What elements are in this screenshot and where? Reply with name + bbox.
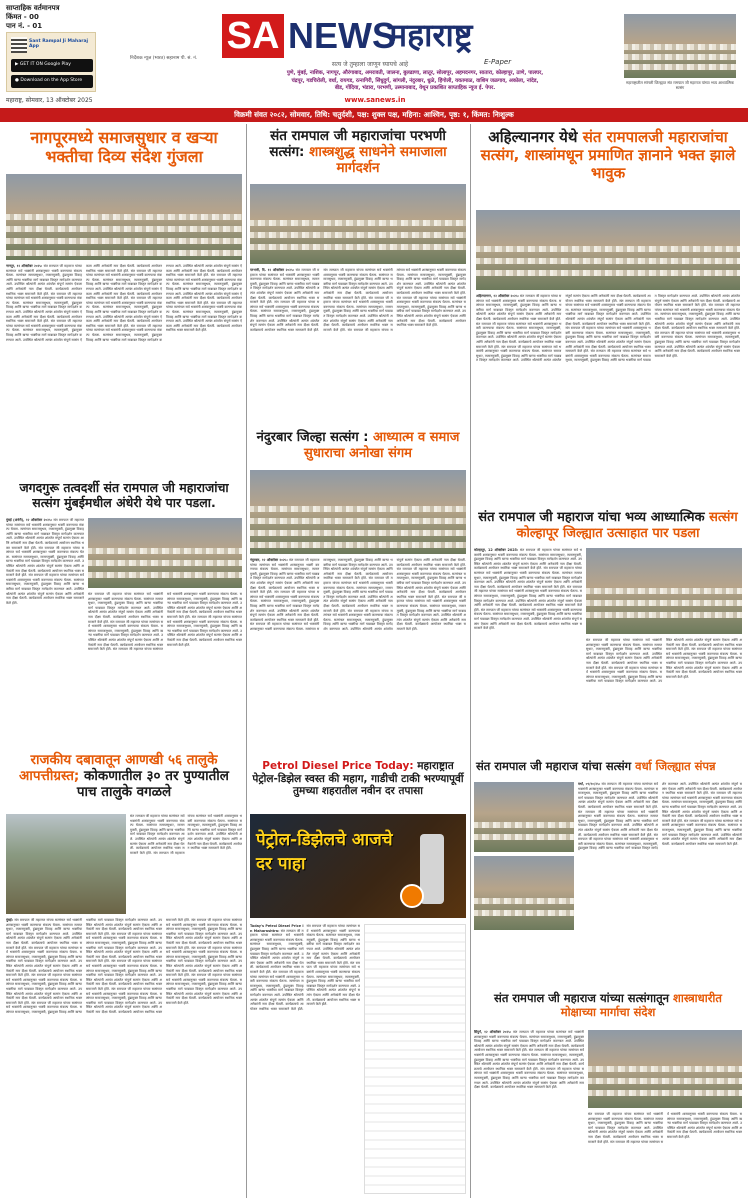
article-sindhudurg xyxy=(472,990,744,1198)
logo-marathi: महाराष्ट्र xyxy=(388,16,473,54)
article-ahilyanagar-title-2: संत रामपालजी महाराजांचा सत्संग, शास्त्रांमधून प्रमाणित ज्ञानाने भक्त झाले भावुक xyxy=(480,128,736,182)
article-sindhudurg-title-2: शास्त्राधारीत मोक्षाच्या मार्गाचा संदेश xyxy=(560,991,722,1019)
article-mumbai-dateline: मुंबई (अंधेरी), १२ ऑक्टोबर २०२५: xyxy=(6,518,53,522)
article-parbhani-body: परभणी, दि. १२ ऑक्टोबर २०२५: संत रामपाल जी महाराज यांच्या सत्संगात सर्व भक्तांनी शास्त्रानुसार भक्ती करण्याचा संकल्प घेतला. सत्संगात समाजसुधार, व्यसनमुक्ती, हुंडामुक्त विवाह आणि खऱ्या भक्तीचा मार्ग याबाबत विस्तृत मार्गदर्शन करण्यात आले. उपस्थित श्रोत्यांनी अत्यंत शांततेत संपूर्ण सत्संग ऐकला आणि अनेकांनी नाम दीक्षा घेतली. कार्यक्रमाचे आयोजन स्थानिक भक्त समाजाने केले होते. संत रामपाल जी महाराज यांच्या सत्संगात सर्व भक्तांनी शास्त्रानुसार भक्ती करण्याचा संकल्प घेतला. सत्संगात समाजसुधार, व्यसनमुक्ती, हुंडामुक्त विवाह आणि खऱ्या भक्तीचा मार्ग याबाबत विस्तृत मार्गदर्शन करण्यात आले. उपस्थित श्रोत्यांनी अत्यंत शांततेत संपूर्ण सत्संग ऐकला आणि अनेकांनी नाम दीक्षा घेतली. कार्यक्रमाचे आयोजन स्थानिक भक्त समाजाने केले होते. संत रामपाल जी महाराज यांच्या सत्संगात सर्व भक्तांनी शास्त्रानुसार भक्ती करण्याचा संकल्प घेतला. सत्संगात समाजसुधार, व्यसनमुक्ती, हुंडामुक्त विवाह आणि खऱ्या भक्तीचा मार्ग याबाबत विस्तृत मार्गदर्शन करण्यात आले. उपस्थित श्रोत्यांनी अत्यंत शांततेत संपूर्ण सत्संग ऐकला आणि अनेकांनी नाम दीक्षा घेतली. कार्यक्रमाचे आयोजन स्थानिक भक्त समाजाने केले होते. संत रामपाल जी महाराज यांच्या सत्संगात सर्व भक्तांनी शास्त्रानुसार भक्ती करण्याचा संकल्प घेतला. सत्संगात समाजसुधार, व्यसनमुक्ती, हुंडामुक्त विवाह आणि खऱ्या भक्तीचा मार्ग याबाबत विस्तृत मार्गदर्शन करण्यात आले. उपस्थित श्रोत्यांनी अत्यंत शांततेत संपूर्ण सत्संग ऐकला आणि अनेकांनी नाम दीक्षा घेतली. कार्यक्रमाचे आयोजन स्थानिक भक्त समाजाने केले होते. संत रामपाल जी महाराज यांच्या सत्संगात सर्व भक्तांनी शास्त्रानुसार भक्ती करण्याचा संकल्प घेतला. सत्संगात समाजसुधार, व्यसनमुक्ती, हुंडामुक्त विवाह आणि खऱ्या भक्तीचा मार्ग याबाबत विस्तृत मार्गदर्शन करण्यात आले. उपस्थित श्रोत्यांनी अत्यंत शांततेत संपूर्ण सत्संग ऐकला आणि अनेकांनी नाम दीक्षा घेतली. कार्यक्रमाचे आयोजन स्थानिक भक्त समाजाने केले होते. संत रामपाल जी महाराज यांच्या सत्संगात सर्व भक्तांनी शास्त्रानुसार भक्ती करण्याचा संकल्प घेतला. सत्संगात समाजसुधार, व्यसनमुक्ती, हुंडामुक्त विवाह आणि खऱ्या भक्तीचा मार्ग याबाबत विस्तृत मार्गदर्शन करण्यात आले. उपस्थित श्रोत्यांनी अत्यंत शांततेत संपूर्ण सत्संग ऐकला आणि अनेकांनी नाम दीक्षा घेतली. कार्यक्रमाचे आयोजन स्थानिक भक्त समाजाने केले होते. xyxy=(250,268,466,332)
article-wardha-body: वर्धा, ०९/१०/२५: संत रामपाल जी महाराज यांच्या सत्संगात सर्व भक्तांनी शास्त्रानुसार भक्ती करण्याचा संकल्प घेतला. सत्संगात समाजसुधार, व्यसनमुक्ती, हुंडामुक्त विवाह आणि खऱ्या भक्तीचा मार्ग याबाबत विस्तृत मार्गदर्शन करण्यात आले. उपस्थित श्रोत्यांनी अत्यंत शांततेत संपूर्ण सत्संग ऐकला आणि अनेकांनी नाम दीक्षा घेतली. कार्यक्रमाचे आयोजन स्थानिक भक्त समाजाने केले होते. संत रामपाल जी महाराज यांच्या सत्संगात सर्व भक्तांनी शास्त्रानुसार भक्ती करण्याचा संकल्प घेतला. सत्संगात समाजसुधार, व्यसनमुक्ती, हुंडामुक्त विवाह आणि खऱ्या भक्तीचा मार्ग याबाबत विस्तृत मार्गदर्शन करण्यात आले. उपस्थित श्रोत्यांनी अत्यंत शांततेत संपूर्ण सत्संग ऐकला आणि अनेकांनी नाम दीक्षा घेतली. कार्यक्रमाचे आयोजन स्थानिक भक्त समाजाने केले होते. संत रामपाल जी महाराज यांच्या सत्संगात सर्व भक्तांनी शास्त्रानुसार भक्ती करण्याचा संकल्प घेतला. सत्संगात समाजसुधार, व्यसनमुक्ती, हुंडामुक्त विवाह आणि खऱ्या भक्तीचा मार्ग याबाबत विस्तृत मार्गदर्शन करण्यात आले. उपस्थित श्रोत्यांनी अत्यंत शांततेत संपूर्ण सत्संग ऐकला आणि अनेकांनी नाम दीक्षा घेतली. कार्यक्रमाचे आयोजन स्थानिक भक्त समाजाने केले होते. संत रामपाल जी महाराज यांच्या सत्संगात सर्व भक्तांनी शास्त्रानुसार भक्ती करण्याचा संकल्प घेतला. सत्संगात समाजसुधार, व्यसनमुक्ती, हुंडामुक्त विवाह आणि खऱ्या भक्तीचा मार्ग याबाबत विस्तृत मार्गदर्शन करण्यात आले. उपस्थित श्रोत्यांनी अत्यंत शांततेत संपूर्ण सत्संग ऐकला आणि अनेकांनी नाम दीक्षा घेतली. कार्यक्रमाचे आयोजन स्थानिक भक्त समाजाने केले होते. संत रामपाल जी महाराज यांच्या सत्संगात सर्व भक्तांनी शास्त्रानुसार भक्ती करण्याचा संकल्प घेतला. सत्संगात समाजसुधार, व्यसनमुक्ती, हुंडामुक्त विवाह आणि खऱ्या भक्तीचा मार्ग याबाबत विस्तृत मार्गदर्शन करण्यात आले. उपस्थित श्रोत्यांनी अत्यंत शांततेत संपूर्ण सत्संग ऐकला आणि अनेकांनी नाम दीक्षा घेतली. कार्यक्रमाचे आयोजन स्थानिक भक्त समाजाने केले होते. xyxy=(578,782,742,851)
article-mumbai xyxy=(4,478,244,746)
article-talukas-title xyxy=(8,752,240,801)
article-wardha-title-2: वर्धा जिल्ह्यात संपन्न xyxy=(635,759,716,773)
samvat-text: विक्रमी संवत २०८२, सोमवार, तिथि: चतुर्दशी, पक्ष: शुक्ल पक्ष, महिना: आश्विन, पृष्ठ: १, किंमत: निःशुल्क xyxy=(234,110,514,119)
fuel-price-table xyxy=(364,924,466,1194)
article-sindhudurg-title-1: संत रामपाल जी महाराज यांच्या सत्संगातून xyxy=(494,991,670,1005)
epaper-label: E-Paper xyxy=(484,58,512,66)
article-nagpur-photo xyxy=(6,174,242,260)
article-petrol xyxy=(248,758,468,1198)
article-kolhapur-title-2: सत्संग कोल्हापूर जिल्ह्यात उत्साहात पार पडला xyxy=(516,510,738,541)
article-talukas-photo xyxy=(6,814,126,914)
article-talukas xyxy=(4,750,244,1198)
article-sindhudurg-body-left: सिंदुर्ग, १२ ऑक्टोबर २०२५: संत रामपाल जी महाराज यांच्या सत्संगात सर्व भक्तांनी शास्त्रानुसार भक्ती करण्याचा संकल्प घेतला. सत्संगात समाजसुधार, व्यसनमुक्ती, हुंडामुक्त विवाह आणि खऱ्या भक्तीचा मार्ग याबाबत विस्तृत मार्गदर्शन करण्यात आले. उपस्थित श्रोत्यांनी अत्यंत शांततेत संपूर्ण सत्संग ऐकला आणि अनेकांनी नाम दीक्षा घेतली. कार्यक्रमाचे आयोजन स्थानिक भक्त समाजाने केले होते. संत रामपाल जी महाराज यांच्या सत्संगात सर्व भक्तांनी शास्त्रानुसार भक्ती करण्याचा संकल्प घेतला. सत्संगात समाजसुधार, व्यसनमुक्ती, हुंडामुक्त विवाह आणि खऱ्या भक्तीचा मार्ग याबाबत विस्तृत मार्गदर्शन करण्यात आले. उपस्थित श्रोत्यांनी अत्यंत शांततेत संपूर्ण सत्संग ऐकला आणि अनेकांनी नाम दीक्षा घेतली. कार्यक्रमाचे आयोजन स्थानिक भक्त समाजाने केले होते. संत रामपाल जी महाराज यांच्या सत्संगात सर्व भक्तांनी शास्त्रानुसार भक्ती करण्याचा संकल्प घेतला. सत्संगात समाजसुधार, व्यसनमुक्ती, हुंडामुक्त विवाह आणि खऱ्या भक्तीचा मार्ग याबाबत विस्तृत मार्गदर्शन करण्यात आले. उपस्थित श्रोत्यांनी अत्यंत शांततेत संपूर्ण सत्संग ऐकला आणि अनेकांनी नाम दीक्षा घेतली. कार्यक्रमाचे आयोजन स्थानिक भक्त समाजाने केले होते. xyxy=(474,1030,584,1090)
article-kolhapur-title-1: संत रामपाल जी महाराज यांचा भव्य आध्यात्मिक xyxy=(478,510,705,525)
article-wardha-title-1: संत रामपाल जी महाराज यांचा सत्संग xyxy=(476,759,632,773)
tagline: सत्य जे तुम्हाला जाणून घ्यायचे आहे xyxy=(331,61,409,68)
top-right-caption: महाराष्ट्रातील सांगली जिल्ह्यात संत रामपाल जी महाराज यांच्या भव्य आध्यात्मिक सत्संग xyxy=(626,80,734,90)
article-ahilyanagar-photo xyxy=(476,210,740,290)
google-play-button[interactable] xyxy=(11,59,93,72)
article-nandurbar-title-2: आध्यात्म व समाज सुधाराचा अनोखा संगम xyxy=(304,430,460,461)
article-petrol-title-1: Petrol Diesel Price Today: xyxy=(262,760,414,772)
article-parbhani-photo xyxy=(250,184,466,264)
article-kolhapur-title xyxy=(476,510,740,541)
article-talukas-body-top: संत रामपाल जी महाराज यांच्या सत्संगात सर्व भक्तांनी शास्त्रानुसार भक्ती करण्याचा संकल्प घेतला. सत्संगात समाजसुधार, व्यसनमुक्ती, हुंडामुक्त विवाह आणि खऱ्या भक्तीचा मार्ग याबाबत विस्तृत मार्गदर्शन करण्यात आले. उपस्थित श्रोत्यांनी अत्यंत शांततेत संपूर्ण सत्संग ऐकला आणि अनेकांनी नाम दीक्षा घेतली. कार्यक्रमाचे आयोजन स्थानिक भक्त समाजाने केले होते. संत रामपाल जी महाराज यांच्या सत्संगात सर्व भक्तांनी शास्त्रानुसार भक्ती करण्याचा संकल्प घेतला. सत्संगात समाजसुधार, व्यसनमुक्ती, हुंडामुक्त विवाह आणि खऱ्या भक्तीचा मार्ग याबाबत विस्तृत मार्गदर्शन करण्यात आले. उपस्थित श्रोत्यांनी अत्यंत शांततेत संपूर्ण सत्संग ऐकला आणि अनेकांनी नाम दीक्षा घेतली. कार्यक्रमाचे आयोजन स्थानिक भक्त समाजाने केले होते. xyxy=(130,814,242,855)
article-nagpur-body: नागपूर, १२ ऑक्टोबर २०२५: संत रामपाल जी महाराज यांच्या सत्संगात सर्व भक्तांनी शास्त्रानुसार भक्ती करण्याचा संकल्प घेतला. सत्संगात समाजसुधार, व्यसनमुक्ती, हुंडामुक्त विवाह आणि खऱ्या भक्तीचा मार्ग याबाबत विस्तृत मार्गदर्शन करण्यात आले. उपस्थित श्रोत्यांनी अत्यंत शांततेत संपूर्ण सत्संग ऐकला आणि अनेकांनी नाम दीक्षा घेतली. कार्यक्रमाचे आयोजन स्थानिक भक्त समाजाने केले होते. संत रामपाल जी महाराज यांच्या सत्संगात सर्व भक्तांनी शास्त्रानुसार भक्ती करण्याचा संकल्प घेतला. सत्संगात समाजसुधार, व्यसनमुक्ती, हुंडामुक्त विवाह आणि खऱ्या भक्तीचा मार्ग याबाबत विस्तृत मार्गदर्शन करण्यात आले. उपस्थित श्रोत्यांनी अत्यंत शांततेत संपूर्ण सत्संग ऐकला आणि अनेकांनी नाम दीक्षा घेतली. कार्यक्रमाचे आयोजन स्थानिक भक्त समाजाने केले होते. संत रामपाल जी महाराज यांच्या सत्संगात सर्व भक्तांनी शास्त्रानुसार भक्ती करण्याचा संकल्प घेतला. सत्संगात समाजसुधार, व्यसनमुक्ती, हुंडामुक्त विवाह आणि खऱ्या भक्तीचा मार्ग याबाबत विस्तृत मार्गदर्शन करण्यात आले. उपस्थित श्रोत्यांनी अत्यंत शांततेत संपूर्ण सत्संग ऐकला आणि अनेकांनी नाम दीक्षा घेतली. कार्यक्रमाचे आयोजन स्थानिक भक्त समाजाने केले होते. संत रामपाल जी महाराज यांच्या सत्संगात सर्व भक्तांनी शास्त्रानुसार भक्ती करण्याचा संकल्प घेतला. सत्संगात समाजसुधार, व्यसनमुक्ती, हुंडामुक्त विवाह आणि खऱ्या भक्तीचा मार्ग याबाबत विस्तृत मार्गदर्शन करण्यात आले. उपस्थित श्रोत्यांनी अत्यंत शांततेत संपूर्ण सत्संग ऐकला आणि अनेकांनी नाम दीक्षा घेतली. कार्यक्रमाचे आयोजन स्थानिक भक्त समाजाने केले होते. संत रामपाल जी महाराज यांच्या सत्संगात सर्व भक्तांनी शास्त्रानुसार भक्ती करण्याचा संकल्प घेतला. सत्संगात समाजसुधार, व्यसनमुक्ती, हुंडामुक्त विवाह आणि खऱ्या भक्तीचा मार्ग याबाबत विस्तृत मार्गदर्शन करण्यात आले. उपस्थित श्रोत्यांनी अत्यंत शांततेत संपूर्ण सत्संग ऐकला आणि अनेकांनी नाम दीक्षा घेतली. कार्यक्रमाचे आयोजन स्थानिक भक्त समाजाने केले होते. संत रामपाल जी महाराज यांच्या सत्संगात सर्व भक्तांनी शास्त्रानुसार भक्ती करण्याचा संकल्प घेतला. सत्संगात समाजसुधार, व्यसनमुक्ती, हुंडामुक्त विवाह आणि खऱ्या भक्तीचा मार्ग याबाबत विस्तृत मार्गदर्शन करण्यात आले. उपस्थित श्रोत्यांनी अत्यंत शांततेत संपूर्ण सत्संग ऐकला आणि अनेकांनी नाम दीक्षा घेतली. कार्यक्रमाचे आयोजन स्थानिक भक्त समाजाने केले होते. संत रामपाल जी महाराज यांच्या सत्संगात सर्व भक्तांनी शास्त्रानुसार भक्ती करण्याचा संकल्प घेतला. सत्संगात समाजसुधार, व्यसनमुक्ती, हुंडामुक्त विवाह आणि खऱ्या भक्तीचा मार्ग याबाबत विस्तृत मार्गदर्शन करण्यात आले. उपस्थित श्रोत्यांनी अत्यंत शांततेत संपूर्ण सत्संग ऐकला आणि अनेकांनी नाम दीक्षा घेतली. कार्यक्रमाचे आयोजन स्थानिक भक्त समाजाने केले होते. संत रामपाल जी महाराज यांच्या सत्संगात सर्व भक्तांनी शास्त्रानुसार भक्ती करण्याचा संकल्प घेतला. सत्संगात समाजसुधार, व्यसनमुक्ती, हुंडामुक्त विवाह आणि खऱ्या भक्तीचा मार्ग याबाबत विस्तृत मार्गदर्शन करण्यात आले. उपस्थित श्रोत्यांनी अत्यंत शांततेत संपूर्ण सत्संग ऐकला आणि अनेकांनी नाम दीक्षा घेतली. कार्यक्रमाचे आयोजन स्थानिक भक्त समाजाने केले होते. xyxy=(6,264,242,342)
samvat-bar xyxy=(0,108,748,122)
cities-line-3: बीड, गोंदिया, भंडारा, परभणी, उस्मानाबाद, येथून प्रकाशित साप्ताहिक न्यूज ई. पेपर. xyxy=(334,85,496,92)
masthead xyxy=(0,0,748,108)
article-parbhani-dateline: परभणी, दि. १२ ऑक्टोबर २०२५: xyxy=(250,268,295,272)
article-nandurbar xyxy=(248,426,468,756)
article-wardha-photo-2 xyxy=(474,856,574,930)
google-play-label: GET IT ON Google Play xyxy=(19,62,71,67)
masthead-page-label: पान नं. - 01 xyxy=(6,22,43,30)
article-parbhani-title-1: संत रामपाल जी महाराजांचा परभणी सत्संग: xyxy=(269,128,446,161)
article-talukas-body: मुंबई: संत रामपाल जी महाराज यांच्या सत्संगात सर्व भक्तांनी शास्त्रानुसार भक्ती करण्याचा संकल्प घेतला. सत्संगात समाजसुधार, व्यसनमुक्ती, हुंडामुक्त विवाह आणि खऱ्या भक्तीचा मार्ग याबाबत विस्तृत मार्गदर्शन करण्यात आले. उपस्थित श्रोत्यांनी अत्यंत शांततेत संपूर्ण सत्संग ऐकला आणि अनेकांनी नाम दीक्षा घेतली. कार्यक्रमाचे आयोजन स्थानिक भक्त समाजाने केले होते. संत रामपाल जी महाराज यांच्या सत्संगात सर्व भक्तांनी शास्त्रानुसार भक्ती करण्याचा संकल्प घेतला. सत्संगात समाजसुधार, व्यसनमुक्ती, हुंडामुक्त विवाह आणि खऱ्या भक्तीचा मार्ग याबाबत विस्तृत मार्गदर्शन करण्यात आले. उपस्थित श्रोत्यांनी अत्यंत शांततेत संपूर्ण सत्संग ऐकला आणि अनेकांनी नाम दीक्षा घेतली. कार्यक्रमाचे आयोजन स्थानिक भक्त समाजाने केले होते. संत रामपाल जी महाराज यांच्या सत्संगात सर्व भक्तांनी शास्त्रानुसार भक्ती करण्याचा संकल्प घेतला. सत्संगात समाजसुधार, व्यसनमुक्ती, हुंडामुक्त विवाह आणि खऱ्या भक्तीचा मार्ग याबाबत विस्तृत मार्गदर्शन करण्यात आले. उपस्थित श्रोत्यांनी अत्यंत शांततेत संपूर्ण सत्संग ऐकला आणि अनेकांनी नाम दीक्षा घेतली. कार्यक्रमाचे आयोजन स्थानिक भक्त समाजाने केले होते. संत रामपाल जी महाराज यांच्या सत्संगात सर्व भक्तांनी शास्त्रानुसार भक्ती करण्याचा संकल्प घेतला. सत्संगात समाजसुधार, व्यसनमुक्ती, हुंडामुक्त विवाह आणि खऱ्या भक्तीचा मार्ग याबाबत विस्तृत मार्गदर्शन करण्यात आले. उपस्थित श्रोत्यांनी अत्यंत शांततेत संपूर्ण सत्संग ऐकला आणि अनेकांनी नाम दीक्षा घेतली. कार्यक्रमाचे आयोजन स्थानिक भक्त समाजाने केले होते. संत रामपाल जी महाराज यांच्या सत्संगात सर्व भक्तांनी शास्त्रानुसार भक्ती करण्याचा संकल्प घेतला. सत्संगात समाजसुधार, व्यसनमुक्ती, हुंडामुक्त विवाह आणि खऱ्या भक्तीचा मार्ग याबाबत विस्तृत मार्गदर्शन करण्यात आले. उपस्थित श्रोत्यांनी अत्यंत शांततेत संपूर्ण सत्संग ऐकला आणि अनेकांनी नाम दीक्षा घेतली. कार्यक्रमाचे आयोजन स्थानिक भक्त समाजाने केले होते. संत रामपाल जी महाराज यांच्या सत्संगात सर्व भक्तांनी शास्त्रानुसार भक्ती करण्याचा संकल्प घेतला. सत्संगात समाजसुधार, व्यसनमुक्ती, हुंडामुक्त विवाह आणि खऱ्या भक्तीचा मार्ग याबाबत विस्तृत मार्गदर्शन करण्यात आले. उपस्थित श्रोत्यांनी अत्यंत शांततेत संपूर्ण सत्संग ऐकला आणि अनेकांनी नाम दीक्षा घेतली. कार्यक्रमाचे आयोजन स्थानिक भक्त समाजाने केले होते. संत रामपाल जी महाराज यांच्या सत्संगात सर्व भक्तांनी शास्त्रानुसार भक्ती करण्याचा संकल्प घेतला. सत्संगात समाजसुधार, व्यसनमुक्ती, हुंडामुक्त विवाह आणि खऱ्या भक्तीचा मार्ग याबाबत विस्तृत मार्गदर्शन करण्यात आले. उपस्थित श्रोत्यांनी अत्यंत शांततेत संपूर्ण सत्संग ऐकला आणि अनेकांनी नाम दीक्षा घेतली. कार्यक्रमाचे आयोजन स्थानिक भक्त समाजाने केले होते. संत रामपाल जी महाराज यांच्या सत्संगात सर्व भक्तांनी शास्त्रानुसार भक्ती करण्याचा संकल्प घेतला. सत्संगात समाजसुधार, व्यसनमुक्ती, हुंडामुक्त विवाह आणि खऱ्या भक्तीचा मार्ग याबाबत विस्तृत मार्गदर्शन करण्यात आले. उपस्थित श्रोत्यांनी अत्यंत शांततेत संपूर्ण सत्संग ऐकला आणि अनेकांनी नाम दीक्षा घेतली. कार्यक्रमाचे आयोजन स्थानिक भक्त समाजाने केले होते. संत रामपाल जी महाराज यांच्या सत्संगात सर्व भक्तांनी शास्त्रानुसार भक्ती करण्याचा संकल्प घेतला. सत्संगात समाजसुधार, व्यसनमुक्ती, हुंडामुक्त विवाह आणि खऱ्या भक्तीचा मार्ग याबाबत विस्तृत मार्गदर्शन करण्यात आले. उपस्थित श्रोत्यांनी अत्यंत शांततेत संपूर्ण सत्संग ऐकला आणि अनेकांनी नाम दीक्षा घेतली. कार्यक्रमाचे आयोजन स्थानिक भक्त समाजाने केले होते. संत रामपाल जी महाराज यांच्या सत्संगात सर्व भक्तांनी शास्त्रानुसार भक्ती करण्याचा संकल्प घेतला. सत्संगात समाजसुधार, व्यसनमुक्ती, हुंडामुक्त विवाह आणि खऱ्या भक्तीचा मार्ग याबाबत विस्तृत मार्गदर्शन करण्यात आले. उपस्थित श्रोत्यांनी अत्यंत शांततेत संपूर्ण सत्संग ऐकला आणि अनेकांनी नाम दीक्षा घेतली. कार्यक्रमाचे आयोजन स्थानिक भक्त समाजाने केले होते. xyxy=(6,918,242,1014)
cities-line-2: चंद्रपूर, गडचिरोली, वर्धा, रायगड, रत्नागिरी, सिंधुदुर्ग, सांगली, नंदुरबार, धुळे, हिंगोली, यवतमाळ, वाशिम जळगाव, अकोला, नांदेड, xyxy=(291,77,539,84)
petrol-banner-image xyxy=(250,814,466,918)
article-petrol-title xyxy=(252,760,464,798)
cities-line-1: पुणे, मुंबई, नाशिक, नागपूर, औरंगाबाद, अमरावती, जालना, बुलढाणा, लातूर, सोलापूर, अहमदनगर, सातारा, कोल्हापूर, ठाणे, पालघर, xyxy=(286,70,544,76)
petrol-banner-text: पेट्रोल-डिझेलचे आजचे दर पाहा xyxy=(256,830,393,874)
article-nagpur xyxy=(4,124,244,476)
article-nagpur-dateline: नागपूर, १२ ऑक्टोबर २०२५: xyxy=(6,264,43,268)
indianoil-logo-icon xyxy=(400,884,424,908)
article-nandurbar-dateline: नंदुरबार, १२ ऑक्टोबर २०२५: xyxy=(250,558,288,562)
article-wardha-dateline: वर्धा, ०९/१०/२५: xyxy=(578,782,601,786)
date-line: महाराष्ट्र, सोमवार, 13 ऑक्टोबर 2025 xyxy=(6,97,93,104)
article-sindhudurg-body-right: संत रामपाल जी महाराज यांच्या सत्संगात सर्व भक्तांनी शास्त्रानुसार भक्ती करण्याचा संकल्प घेतला. सत्संगात समाजसुधार, व्यसनमुक्ती, हुंडामुक्त विवाह आणि खऱ्या भक्तीचा मार्ग याबाबत विस्तृत मार्गदर्शन करण्यात आले. उपस्थित श्रोत्यांनी अत्यंत शांततेत संपूर्ण सत्संग ऐकला आणि अनेकांनी नाम दीक्षा घेतली. कार्यक्रमाचे आयोजन स्थानिक भक्त समाजाने केले होते. संत रामपाल जी महाराज यांच्या सत्संगात सर्व भक्तांनी शास्त्रानुसार भक्ती करण्याचा संकल्प घेतला. सत्संगात समाजसुधार, व्यसनमुक्ती, हुंडामुक्त विवाह आणि खऱ्या भक्तीचा मार्ग याबाबत विस्तृत मार्गदर्शन करण्यात आले. उपस्थित श्रोत्यांनी अत्यंत शांततेत संपूर्ण सत्संग ऐकला आणि अनेकांनी नाम दीक्षा घेतली. कार्यक्रमाचे आयोजन स्थानिक भक्त समाजाने केले होते. xyxy=(588,1112,742,1144)
app-store-label: Download on the App Store xyxy=(20,78,83,83)
article-nagpur-title: नागपूरमध्ये समाजसुधार व खऱ्या भक्तीचा दिव्य संदेश गुंजला xyxy=(30,128,218,167)
article-ahilyanagar xyxy=(472,124,744,504)
article-parbhani-title xyxy=(252,128,464,177)
article-sindhudurg-title xyxy=(476,992,740,1020)
top-right-photo xyxy=(624,14,736,78)
article-kolhapur-photo xyxy=(586,548,742,634)
article-ahilyanagar-body: अहिल्यानगर, १२ ऑक्टोबर २०२५: संत रामपाल जी महाराज यांच्या सत्संगात सर्व भक्तांनी शास्त्रानुसार भक्ती करण्याचा संकल्प घेतला. सत्संगात समाजसुधार, व्यसनमुक्ती, हुंडामुक्त विवाह आणि खऱ्या भक्तीचा मार्ग याबाबत विस्तृत मार्गदर्शन करण्यात आले. उपस्थित श्रोत्यांनी अत्यंत शांततेत संपूर्ण सत्संग ऐकला आणि अनेकांनी नाम दीक्षा घेतली. कार्यक्रमाचे आयोजन स्थानिक भक्त समाजाने केले होते. संत रामपाल जी महाराज यांच्या सत्संगात सर्व भक्तांनी शास्त्रानुसार भक्ती करण्याचा संकल्प घेतला. सत्संगात समाजसुधार, व्यसनमुक्ती, हुंडामुक्त विवाह आणि खऱ्या भक्तीचा मार्ग याबाबत विस्तृत मार्गदर्शन करण्यात आले. उपस्थित श्रोत्यांनी अत्यंत शांततेत संपूर्ण सत्संग ऐकला आणि अनेकांनी नाम दीक्षा घेतली. कार्यक्रमाचे आयोजन स्थानिक भक्त समाजाने केले होते. संत रामपाल जी महाराज यांच्या सत्संगात सर्व भक्तांनी शास्त्रानुसार भक्ती करण्याचा संकल्प घेतला. सत्संगात समाजसुधार, व्यसनमुक्ती, हुंडामुक्त विवाह आणि खऱ्या भक्तीचा मार्ग याबाबत विस्तृत मार्गदर्शन करण्यात आले. उपस्थित श्रोत्यांनी अत्यंत शांततेत संपूर्ण सत्संग ऐकला आणि अनेकांनी नाम दीक्षा घेतली. कार्यक्रमाचे आयोजन स्थानिक भक्त समाजाने केले होते. संत रामपाल जी महाराज यांच्या सत्संगात सर्व भक्तांनी शास्त्रानुसार भक्ती करण्याचा संकल्प घेतला. सत्संगात समाजसुधार, व्यसनमुक्ती, हुंडामुक्त विवाह आणि खऱ्या भक्तीचा मार्ग याबाबत विस्तृत मार्गदर्शन करण्यात आले. उपस्थित श्रोत्यांनी अत्यंत शांततेत संपूर्ण सत्संग ऐकला आणि अनेकांनी नाम दीक्षा घेतली. कार्यक्रमाचे आयोजन स्थानिक भक्त समाजाने केले होते. संत रामपाल जी महाराज यांच्या सत्संगात सर्व भक्तांनी शास्त्रानुसार भक्ती करण्याचा संकल्प घेतला. सत्संगात समाजसुधार, व्यसनमुक्ती, हुंडामुक्त विवाह आणि खऱ्या भक्तीचा मार्ग याबाबत विस्तृत मार्गदर्शन करण्यात आले. उपस्थित श्रोत्यांनी अत्यंत शांततेत संपूर्ण सत्संग ऐकला आणि अनेकांनी नाम दीक्षा घेतली. कार्यक्रमाचे आयोजन स्थानिक भक्त समाजाने केले होते. संत रामपाल जी महाराज यांच्या सत्संगात सर्व भक्तांनी शास्त्रानुसार भक्ती करण्याचा संकल्प घेतला. सत्संगात समाजसुधार, व्यसनमुक्ती, हुंडामुक्त विवाह आणि खऱ्या भक्तीचा मार्ग याबाबत विस्तृत मार्गदर्शन करण्यात आले. उपस्थित श्रोत्यांनी अत्यंत शांततेत संपूर्ण सत्संग ऐकला आणि अनेकांनी नाम दीक्षा घेतली. कार्यक्रमाचे आयोजन स्थानिक भक्त समाजाने केले होते. संत रामपाल जी महाराज यांच्या सत्संगात सर्व भक्तांनी शास्त्रानुसार भक्ती करण्याचा संकल्प घेतला. सत्संगात समाजसुधार, व्यसनमुक्ती, हुंडामुक्त विवाह आणि खऱ्या भक्तीचा मार्ग याबाबत विस्तृत मार्गदर्शन करण्यात आले. उपस्थित श्रोत्यांनी अत्यंत शांततेत संपूर्ण सत्संग ऐकला आणि अनेकांनी नाम दीक्षा घेतली. कार्यक्रमाचे आयोजन स्थानिक भक्त समाजाने केले होते. संत रामपाल जी महाराज यांच्या सत्संगात सर्व भक्तांनी शास्त्रानुसार भक्ती करण्याचा संकल्प घेतला. सत्संगात समाजसुधार, व्यसनमुक्ती, हुंडामुक्त विवाह आणि खऱ्या भक्तीचा मार्ग याबाबत विस्तृत मार्गदर्शन करण्यात आले. उपस्थित श्रोत्यांनी अत्यंत शांततेत संपूर्ण सत्संग ऐकला आणि अनेकांनी नाम दीक्षा घेतली. कार्यक्रमाचे आयोजन स्थानिक भक्त समाजाने केले होते. xyxy=(476,294,740,363)
article-parbhani-title-2: शास्त्रशुद्ध साधनेने समाजाला मार्गदर्शन xyxy=(309,144,447,177)
masthead-price-label: किंमत - 00 xyxy=(6,13,39,21)
article-petrol-body: Today's Petrol Diesel Price in Maharashtra: संत रामपाल जी महाराज यांच्या सत्संगात सर्व भक्तांनी शास्त्रानुसार भक्ती करण्याचा संकल्प घेतला. सत्संगात समाजसुधार, व्यसनमुक्ती, हुंडामुक्त विवाह आणि खऱ्या भक्तीचा मार्ग याबाबत विस्तृत मार्गदर्शन करण्यात आले. उपस्थित श्रोत्यांनी अत्यंत शांततेत संपूर्ण सत्संग ऐकला आणि अनेकांनी नाम दीक्षा घेतली. कार्यक्रमाचे आयोजन स्थानिक भक्त समाजाने केले होते. संत रामपाल जी महाराज यांच्या सत्संगात सर्व भक्तांनी शास्त्रानुसार भक्ती करण्याचा संकल्प घेतला. सत्संगात समाजसुधार, व्यसनमुक्ती, हुंडामुक्त विवाह आणि खऱ्या भक्तीचा मार्ग याबाबत विस्तृत मार्गदर्शन करण्यात आले. उपस्थित श्रोत्यांनी अत्यंत शांततेत संपूर्ण सत्संग ऐकला आणि अनेकांनी नाम दीक्षा घेतली. कार्यक्रमाचे आयोजन स्थानिक भक्त समाजाने केले होते. संत रामपाल जी महाराज यांच्या सत्संगात सर्व भक्तांनी शास्त्रानुसार भक्ती करण्याचा संकल्प घेतला. सत्संगात समाजसुधार, व्यसनमुक्ती, हुंडामुक्त विवाह आणि खऱ्या भक्तीचा मार्ग याबाबत विस्तृत मार्गदर्शन करण्यात आले. उपस्थित श्रोत्यांनी अत्यंत शांततेत संपूर्ण सत्संग ऐकला आणि अनेकांनी नाम दीक्षा घेतली. कार्यक्रमाचे आयोजन स्थानिक भक्त समाजाने केले होते. संत रामपाल जी महाराज यांच्या सत्संगात सर्व भक्तांनी शास्त्रानुसार भक्ती करण्याचा संकल्प घेतला. सत्संगात समाजसुधार, व्यसनमुक्ती, हुंडामुक्त विवाह आणि खऱ्या भक्तीचा मार्ग याबाबत विस्तृत मार्गदर्शन करण्यात आले. उपस्थित श्रोत्यांनी अत्यंत शांततेत संपूर्ण सत्संग ऐकला आणि अनेकांनी नाम दीक्षा घेतली. कार्यक्रमाचे आयोजन स्थानिक भक्त समाजाने केले होते. xyxy=(250,924,360,1011)
logo-sa: SA xyxy=(222,14,284,58)
article-mumbai-body-left: मुंबई (अंधेरी), १२ ऑक्टोबर २०२५: संत रामपाल जी महाराज यांच्या सत्संगात सर्व भक्तांनी शास्त्रानुसार भक्ती करण्याचा संकल्प घेतला. सत्संगात समाजसुधार, व्यसनमुक्ती, हुंडामुक्त विवाह आणि खऱ्या भक्तीचा मार्ग याबाबत विस्तृत मार्गदर्शन करण्यात आले. उपस्थित श्रोत्यांनी अत्यंत शांततेत संपूर्ण सत्संग ऐकला आणि अनेकांनी नाम दीक्षा घेतली. कार्यक्रमाचे आयोजन स्थानिक भक्त समाजाने केले होते. संत रामपाल जी महाराज यांच्या सत्संगात सर्व भक्तांनी शास्त्रानुसार भक्ती करण्याचा संकल्प घेतला. सत्संगात समाजसुधार, व्यसनमुक्ती, हुंडामुक्त विवाह आणि खऱ्या भक्तीचा मार्ग याबाबत विस्तृत मार्गदर्शन करण्यात आले. उपस्थित श्रोत्यांनी अत्यंत शांततेत संपूर्ण सत्संग ऐकला आणि अनेकांनी नाम दीक्षा घेतली. कार्यक्रमाचे आयोजन स्थानिक भक्त समाजाने केले होते. संत रामपाल जी महाराज यांच्या सत्संगात सर्व भक्तांनी शास्त्रानुसार भक्ती करण्याचा संकल्प घेतला. सत्संगात समाजसुधार, व्यसनमुक्ती, हुंडामुक्त विवाह आणि खऱ्या भक्तीचा मार्ग याबाबत विस्तृत मार्गदर्शन करण्यात आले. उपस्थित श्रोत्यांनी अत्यंत शांततेत संपूर्ण सत्संग ऐकला आणि अनेकांनी नाम दीक्षा घेतली. कार्यक्रमाचे आयोजन स्थानिक भक्त समाजाने केले होते. xyxy=(6,518,84,605)
article-petrol-dateline: Today's Petrol Diesel Price in Maharashtra: xyxy=(250,924,304,933)
apple-icon: ● xyxy=(15,78,21,83)
article-talukas-title-2: आपत्तीग्रस्त; xyxy=(19,768,80,785)
article-wardha-photo-1 xyxy=(474,782,574,852)
article-talukas-title-3: कोकणातील ३० तर पुण्यातील पाच तालुके वगळले xyxy=(76,768,229,801)
article-sindhudurg-dateline: सिंदुर्ग, १२ ऑक्टोबर २०२५: xyxy=(474,1030,512,1034)
article-nandurbar-title-1: नंदुरबार जिल्हा सत्संग : xyxy=(256,430,369,445)
article-ahilyanagar-dateline: अहिल्यानगर, १२ ऑक्टोबर २०२५: xyxy=(476,294,519,298)
article-kolhapur xyxy=(472,508,744,756)
registration-text: निर्देशक न्यूज (भारत) सहानाम पी. सं. नं. xyxy=(130,56,198,61)
cities-list xyxy=(208,70,622,93)
app-qr-icon xyxy=(11,37,27,53)
article-wardha xyxy=(472,758,744,988)
logo xyxy=(222,14,522,58)
article-parbhani xyxy=(248,124,468,424)
article-ahilyanagar-title-1: अहिल्यानगर येथे xyxy=(488,128,578,146)
app-name: Sant Rampal Ji Maharaj App xyxy=(29,39,89,49)
article-kolhapur-dateline: कोल्हापूर, 12 ऑक्टोबर 2025: xyxy=(474,548,519,552)
article-kolhapur-body-left: कोल्हापूर, 12 ऑक्टोबर 2025: संत रामपाल जी महाराज यांच्या सत्संगात सर्व भक्तांनी शास्त्रानुसार भक्ती करण्याचा संकल्प घेतला. सत्संगात समाजसुधार, व्यसनमुक्ती, हुंडामुक्त विवाह आणि खऱ्या भक्तीचा मार्ग याबाबत विस्तृत मार्गदर्शन करण्यात आले. उपस्थित श्रोत्यांनी अत्यंत शांततेत संपूर्ण सत्संग ऐकला आणि अनेकांनी नाम दीक्षा घेतली. कार्यक्रमाचे आयोजन स्थानिक भक्त समाजाने केले होते. संत रामपाल जी महाराज यांच्या सत्संगात सर्व भक्तांनी शास्त्रानुसार भक्ती करण्याचा संकल्प घेतला. सत्संगात समाजसुधार, व्यसनमुक्ती, हुंडामुक्त विवाह आणि खऱ्या भक्तीचा मार्ग याबाबत विस्तृत मार्गदर्शन करण्यात आले. उपस्थित श्रोत्यांनी अत्यंत शांततेत संपूर्ण सत्संग ऐकला आणि अनेकांनी नाम दीक्षा घेतली. कार्यक्रमाचे आयोजन स्थानिक भक्त समाजाने केले होते. संत रामपाल जी महाराज यांच्या सत्संगात सर्व भक्तांनी शास्त्रानुसार भक्ती करण्याचा संकल्प घेतला. सत्संगात समाजसुधार, व्यसनमुक्ती, हुंडामुक्त विवाह आणि खऱ्या भक्तीचा मार्ग याबाबत विस्तृत मार्गदर्शन करण्यात आले. उपस्थित श्रोत्यांनी अत्यंत शांततेत संपूर्ण सत्संग ऐकला आणि अनेकांनी नाम दीक्षा घेतली. कार्यक्रमाचे आयोजन स्थानिक भक्त समाजाने केले होते. संत रामपाल जी महाराज यांच्या सत्संगात सर्व भक्तांनी शास्त्रानुसार भक्ती करण्याचा संकल्प घेतला. सत्संगात समाजसुधार, व्यसनमुक्ती, हुंडामुक्त विवाह आणि खऱ्या भक्तीचा मार्ग याबाबत विस्तृत मार्गदर्शन करण्यात आले. उपस्थित श्रोत्यांनी अत्यंत शांततेत संपूर्ण सत्संग ऐकला आणि अनेकांनी नाम दीक्षा घेतली. कार्यक्रमाचे आयोजन स्थानिक भक्त समाजाने केले होते. xyxy=(474,548,582,631)
play-icon: ▶ xyxy=(15,62,20,67)
masthead-left-info xyxy=(6,4,116,31)
article-mumbai-photo xyxy=(88,518,242,588)
article-petrol-title-2: महाराष्ट्रात पेट्रोल-डिझेल स्वस्त की महाग, गाडीची टाकी भरण्यापूर्वी तुमच्या शहरातील नवीन दर तपासा xyxy=(252,760,464,798)
article-nandurbar-photo xyxy=(250,470,466,554)
article-nandurbar-body: नंदुरबार, १२ ऑक्टोबर २०२५: संत रामपाल जी महाराज यांच्या सत्संगात सर्व भक्तांनी शास्त्रानुसार भक्ती करण्याचा संकल्प घेतला. सत्संगात समाजसुधार, व्यसनमुक्ती, हुंडामुक्त विवाह आणि खऱ्या भक्तीचा मार्ग याबाबत विस्तृत मार्गदर्शन करण्यात आले. उपस्थित श्रोत्यांनी अत्यंत शांततेत संपूर्ण सत्संग ऐकला आणि अनेकांनी नाम दीक्षा घेतली. कार्यक्रमाचे आयोजन स्थानिक भक्त समाजाने केले होते. संत रामपाल जी महाराज यांच्या सत्संगात सर्व भक्तांनी शास्त्रानुसार भक्ती करण्याचा संकल्प घेतला. सत्संगात समाजसुधार, व्यसनमुक्ती, हुंडामुक्त विवाह आणि खऱ्या भक्तीचा मार्ग याबाबत विस्तृत मार्गदर्शन करण्यात आले. उपस्थित श्रोत्यांनी अत्यंत शांततेत संपूर्ण सत्संग ऐकला आणि अनेकांनी नाम दीक्षा घेतली. कार्यक्रमाचे आयोजन स्थानिक भक्त समाजाने केले होते. संत रामपाल जी महाराज यांच्या सत्संगात सर्व भक्तांनी शास्त्रानुसार भक्ती करण्याचा संकल्प घेतला. सत्संगात समाजसुधार, व्यसनमुक्ती, हुंडामुक्त विवाह आणि खऱ्या भक्तीचा मार्ग याबाबत विस्तृत मार्गदर्शन करण्यात आले. उपस्थित श्रोत्यांनी अत्यंत शांततेत संपूर्ण सत्संग ऐकला आणि अनेकांनी नाम दीक्षा घेतली. कार्यक्रमाचे आयोजन स्थानिक भक्त समाजाने केले होते. संत रामपाल जी महाराज यांच्या सत्संगात सर्व भक्तांनी शास्त्रानुसार भक्ती करण्याचा संकल्प घेतला. सत्संगात समाजसुधार, व्यसनमुक्ती, हुंडामुक्त विवाह आणि खऱ्या भक्तीचा मार्ग याबाबत विस्तृत मार्गदर्शन करण्यात आले. उपस्थित श्रोत्यांनी अत्यंत शांततेत संपूर्ण सत्संग ऐकला आणि अनेकांनी नाम दीक्षा घेतली. कार्यक्रमाचे आयोजन स्थानिक भक्त समाजाने केले होते. संत रामपाल जी महाराज यांच्या सत्संगात सर्व भक्तांनी शास्त्रानुसार भक्ती करण्याचा संकल्प घेतला. सत्संगात समाजसुधार, व्यसनमुक्ती, हुंडामुक्त विवाह आणि खऱ्या भक्तीचा मार्ग याबाबत विस्तृत मार्गदर्शन करण्यात आले. उपस्थित श्रोत्यांनी अत्यंत शांततेत संपूर्ण सत्संग ऐकला आणि अनेकांनी नाम दीक्षा घेतली. कार्यक्रमाचे आयोजन स्थानिक भक्त समाजाने केले होते. संत रामपाल जी महाराज यांच्या सत्संगात सर्व भक्तांनी शास्त्रानुसार भक्ती करण्याचा संकल्प घेतला. सत्संगात समाजसुधार, व्यसनमुक्ती, हुंडामुक्त विवाह आणि खऱ्या भक्तीचा मार्ग याबाबत विस्तृत मार्गदर्शन करण्यात आले. उपस्थित श्रोत्यांनी अत्यंत शांततेत संपूर्ण सत्संग ऐकला आणि अनेकांनी नाम दीक्षा घेतली. कार्यक्रमाचे आयोजन स्थानिक भक्त समाजाने केले होते. संत रामपाल जी महाराज यांच्या सत्संगात सर्व भक्तांनी शास्त्रानुसार भक्ती करण्याचा संकल्प घेतला. सत्संगात समाजसुधार, व्यसनमुक्ती, हुंडामुक्त विवाह आणि खऱ्या भक्तीचा मार्ग याबाबत विस्तृत मार्गदर्शन करण्यात आले. उपस्थित श्रोत्यांनी अत्यंत शांततेत संपूर्ण सत्संग ऐकला आणि अनेकांनी नाम दीक्षा घेतली. कार्यक्रमाचे आयोजन स्थानिक भक्त समाजाने केले होते. xyxy=(250,558,466,631)
article-mumbai-title: जगदगुरू तत्वदर्शी संत रामपाल जी महाराजांचा सत्संग मुंबईमधील अंधेरी येथे पार पडला. xyxy=(19,480,229,510)
app-store-button[interactable] xyxy=(11,75,93,88)
article-talukas-dateline: मुंबई: xyxy=(6,918,13,922)
article-talukas-title-1: राजकीय दबावातून आणखी ५६ तालुके xyxy=(30,752,218,768)
article-nandurbar-title xyxy=(252,430,464,461)
article-sindhudurg-photo xyxy=(588,1030,742,1108)
app-promo[interactable] xyxy=(6,32,96,92)
article-mumbai-body-right: संत रामपाल जी महाराज यांच्या सत्संगात सर्व भक्तांनी शास्त्रानुसार भक्ती करण्याचा संकल्प घेतला. सत्संगात समाजसुधार, व्यसनमुक्ती, हुंडामुक्त विवाह आणि खऱ्या भक्तीचा मार्ग याबाबत विस्तृत मार्गदर्शन करण्यात आले. उपस्थित श्रोत्यांनी अत्यंत शांततेत संपूर्ण सत्संग ऐकला आणि अनेकांनी नाम दीक्षा घेतली. कार्यक्रमाचे आयोजन स्थानिक भक्त समाजाने केले होते. संत रामपाल जी महाराज यांच्या सत्संगात सर्व भक्तांनी शास्त्रानुसार भक्ती करण्याचा संकल्प घेतला. सत्संगात समाजसुधार, व्यसनमुक्ती, हुंडामुक्त विवाह आणि खऱ्या भक्तीचा मार्ग याबाबत विस्तृत मार्गदर्शन करण्यात आले. उपस्थित श्रोत्यांनी अत्यंत शांततेत संपूर्ण सत्संग ऐकला आणि अनेकांनी नाम दीक्षा घेतली. कार्यक्रमाचे आयोजन स्थानिक भक्त समाजाने केले होते. संत रामपाल जी महाराज यांच्या सत्संगात सर्व भक्तांनी शास्त्रानुसार भक्ती करण्याचा संकल्प घेतला. सत्संगात समाजसुधार, व्यसनमुक्ती, हुंडामुक्त विवाह आणि खऱ्या भक्तीचा मार्ग याबाबत विस्तृत मार्गदर्शन करण्यात आले. उपस्थित श्रोत्यांनी अत्यंत शांततेत संपूर्ण सत्संग ऐकला आणि अनेकांनी नाम दीक्षा घेतली. कार्यक्रमाचे आयोजन स्थानिक भक्त समाजाने केले होते. संत रामपाल जी महाराज यांच्या सत्संगात सर्व भक्तांनी शास्त्रानुसार भक्ती करण्याचा संकल्प घेतला. सत्संगात समाजसुधार, व्यसनमुक्ती, हुंडामुक्त विवाह आणि खऱ्या भक्तीचा मार्ग याबाबत विस्तृत मार्गदर्शन करण्यात आले. उपस्थित श्रोत्यांनी अत्यंत शांततेत संपूर्ण सत्संग ऐकला आणि अनेकांनी नाम दीक्षा घेतली. कार्यक्रमाचे आयोजन स्थानिक भक्त समाजाने केले होते. xyxy=(88,592,242,652)
article-wardha-title xyxy=(476,760,740,774)
article-kolhapur-body-right: संत रामपाल जी महाराज यांच्या सत्संगात सर्व भक्तांनी शास्त्रानुसार भक्ती करण्याचा संकल्प घेतला. सत्संगात समाजसुधार, व्यसनमुक्ती, हुंडामुक्त विवाह आणि खऱ्या भक्तीचा मार्ग याबाबत विस्तृत मार्गदर्शन करण्यात आले. उपस्थित श्रोत्यांनी अत्यंत शांततेत संपूर्ण सत्संग ऐकला आणि अनेकांनी नाम दीक्षा घेतली. कार्यक्रमाचे आयोजन स्थानिक भक्त समाजाने केले होते. संत रामपाल जी महाराज यांच्या सत्संगात सर्व भक्तांनी शास्त्रानुसार भक्ती करण्याचा संकल्प घेतला. सत्संगात समाजसुधार, व्यसनमुक्ती, हुंडामुक्त विवाह आणि खऱ्या भक्तीचा मार्ग याबाबत विस्तृत मार्गदर्शन करण्यात आले. उपस्थित श्रोत्यांनी अत्यंत शांततेत संपूर्ण सत्संग ऐकला आणि अनेकांनी नाम दीक्षा घेतली. कार्यक्रमाचे आयोजन स्थानिक भक्त समाजाने केले होते. संत रामपाल जी महाराज यांच्या सत्संगात सर्व भक्तांनी शास्त्रानुसार भक्ती करण्याचा संकल्प घेतला. सत्संगात समाजसुधार, व्यसनमुक्ती, हुंडामुक्त विवाह आणि खऱ्या भक्तीचा मार्ग याबाबत विस्तृत मार्गदर्शन करण्यात आले. उपस्थित श्रोत्यांनी अत्यंत शांततेत संपूर्ण सत्संग ऐकला आणि अनेकांनी नाम दीक्षा घेतली. कार्यक्रमाचे आयोजन स्थानिक भक्त समाजाने केले होते. xyxy=(586,638,742,684)
article-ahilyanagar-title xyxy=(478,128,738,182)
masthead-weekly-label: साप्ताहिक वर्तमानपत्र xyxy=(6,4,60,12)
logo-news: NEWS xyxy=(288,15,396,56)
website[interactable]: www.sanews.in xyxy=(344,96,406,104)
